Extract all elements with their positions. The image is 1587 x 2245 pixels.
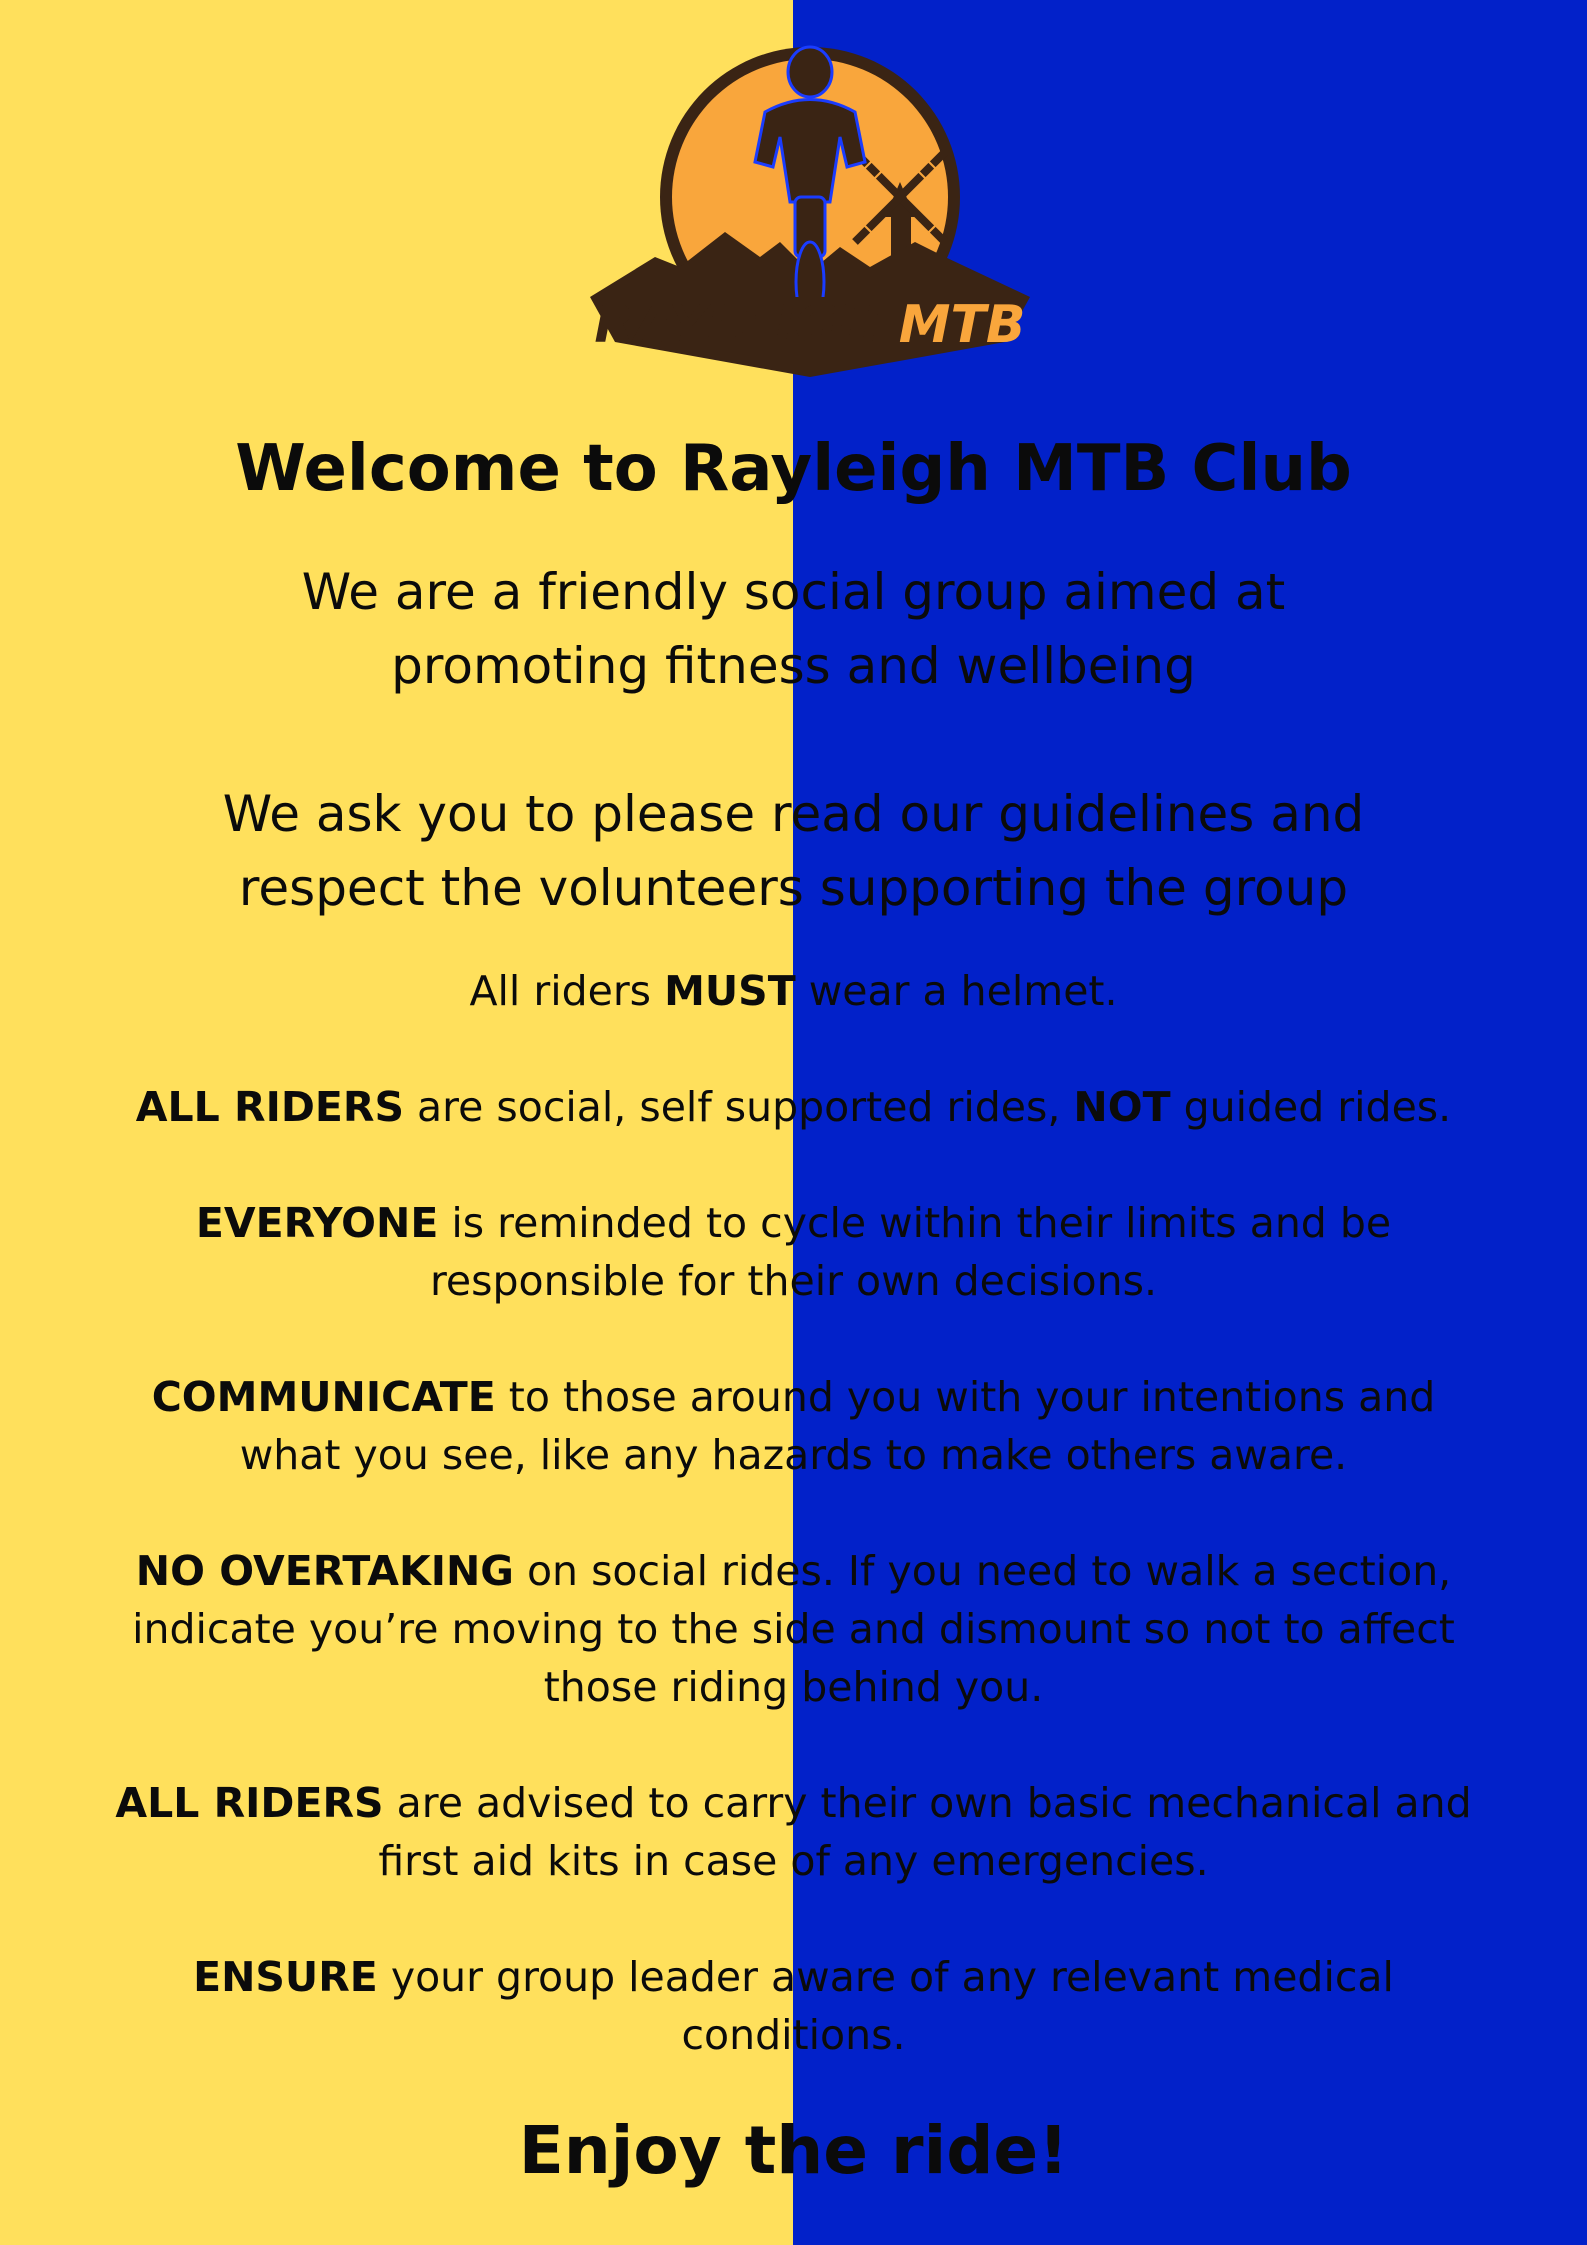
emphasis: ALL RIDERS (115, 1779, 384, 1827)
emphasis: ENSURE (193, 1953, 378, 2001)
logo-wordmark: RAYLEIGH MTB (594, 295, 1026, 355)
guideline-kits: ALL RIDERS are advised to carry their own basic mechanical and first aid kits in case of any emergencies. (115, 1779, 1472, 1885)
closing-message: Enjoy the ride! (518, 2112, 1069, 2189)
emphasis: ALL RIDERS (135, 1083, 405, 1131)
intro-paragraph-1 (0, 555, 1587, 703)
guideline-communicate: COMMUNICATE to those around you with your intentions and what you see, like any hazards to make others aware. (151, 1373, 1436, 1479)
guideline-limits: EVERYONE is reminded to cycle within their limits and be responsible for their own decisions. (195, 1199, 1392, 1305)
emphasis: MUST (664, 967, 796, 1015)
intro-line: We are a friendly social group aimed at (301, 563, 1286, 621)
guideline-self-supported: ALL RIDERS are social, self supported rides, NOT guided rides. (135, 1083, 1452, 1131)
guidelines-list (110, 962, 1477, 2122)
page-title: Welcome to Rayleigh MTB Club (235, 432, 1352, 506)
intro-paragraph-2 (0, 777, 1587, 925)
intro-line: respect the volunteers supporting the group (238, 859, 1349, 917)
emphasis: EVERYONE (195, 1199, 439, 1247)
emphasis: COMMUNICATE (151, 1373, 496, 1421)
emphasis: NO OVERTAKING (135, 1547, 514, 1595)
rayleigh-mtb-logo (585, 42, 1035, 397)
guideline-no-overtaking: NO OVERTAKING on social rides. If you need to walk a section, indicate you’re moving to the side and dismount so not to affect those riding behind you. (132, 1547, 1455, 1711)
guideline-medical: ENSURE your group leader aware of any relevant medical conditions. (193, 1953, 1394, 2059)
intro-line: We ask you to please read our guidelines and (222, 785, 1365, 843)
emphasis: NOT (1073, 1083, 1171, 1131)
guideline-helmet: All riders MUST wear a helmet. (469, 967, 1118, 1015)
intro-line: promoting fitness and wellbeing (391, 637, 1196, 695)
